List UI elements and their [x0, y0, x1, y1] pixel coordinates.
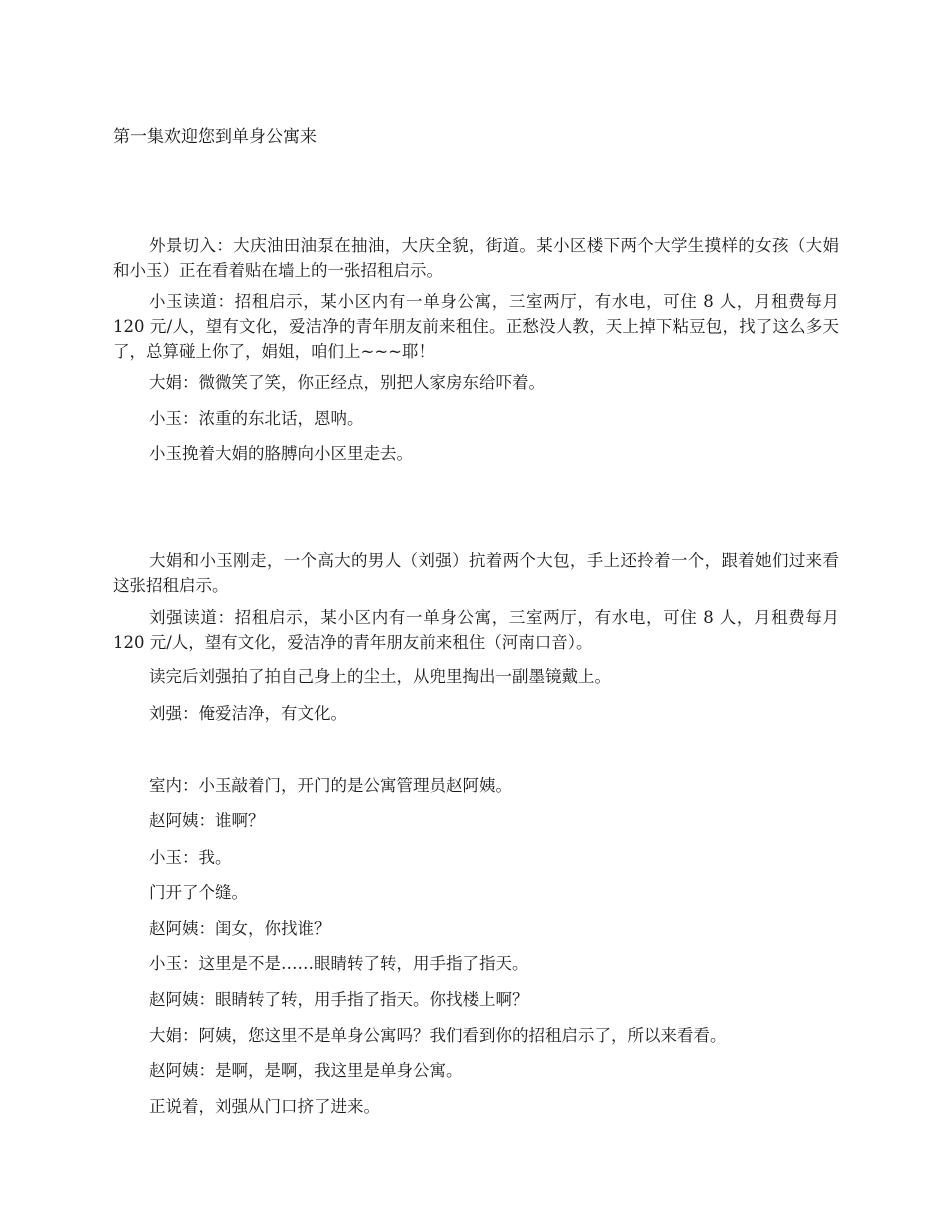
paragraph-liuqiang-arrives: 大娟和小玉刚走，一个高大的男人（刘强）抗着两个大包，手上还拎着一个，跟着她们过来看这张招租启示。	[113, 551, 839, 595]
paragraph-liuqiang-enters: 正说着，刘强从门口挤了进来。	[149, 1097, 380, 1116]
paragraph-zhao-confirms: 赵阿姨：是啊，是啊，我这里是单身公寓。	[149, 1061, 463, 1080]
paragraph-liuqiang-line: 刘强：俺爱洁净，有文化。	[149, 704, 347, 723]
paragraph-scene-outdoor: 外景切入：大庆油田油泵在抽油，大庆全貌，街道。某小区楼下两个大学生摸样的女孩（大娟和小玉）正在看着贴在墙上的一张招租启示。	[113, 236, 839, 280]
paragraph-xiaoyu-points: 小玉：这里是不是……眼睛转了转，用手指了指天。	[149, 954, 529, 973]
paragraph-xiaoyu-reply: 小玉：浓重的东北话，恩呐。	[149, 409, 364, 428]
paragraph-zhao-who: 赵阿姨：谁啊？	[149, 811, 265, 830]
paragraph-dajuan-asks: 大娟：阿姨，您这里不是单身公寓吗？我们看到你的招租启示了，所以来看看。	[149, 1026, 727, 1045]
paragraph-liuqiang-reads: 刘强读道：招租启示，某小区内有一单身公寓，三室两厅，有水电，可住 8 人，月租费每月 120 元/人，望有文化，爱洁净的青年朋友前来租住（河南口音）。	[113, 608, 839, 652]
paragraph-scene-indoor: 室内：小玉敲着门，开门的是公寓管理员赵阿姨。	[149, 776, 512, 795]
paragraph-xiaoyu-reads: 小玉读道：招租启示，某小区内有一单身公寓，三室两厅，有水电，可住 8 人，月租费每月 120 元/人，望有文化，爱洁净的青年朋友前来租住。正愁没人教，天上掉下粘豆包，找了这么多天了，总算碰上你了，娟姐，咱们上~~~耶！	[113, 292, 839, 361]
paragraph-dajuan-reply: 大娟：微微笑了笑，你正经点，别把人家房东给吓着。	[149, 373, 545, 392]
paragraph-xiaoyu-me: 小玉：我。	[149, 848, 232, 867]
paragraph-zhao-upstairs: 赵阿姨：眼睛转了转，用手指了指天。你找楼上啊？	[149, 990, 529, 1009]
paragraph-door-opens: 门开了个缝。	[149, 883, 248, 902]
paragraph-walk-away: 小玉挽着大娟的胳膊向小区里走去。	[149, 444, 413, 463]
paragraph-sunglasses: 读完后刘强拍了拍自己身上的尘土，从兜里掏出一副墨镜戴上。	[149, 667, 611, 686]
episode-title: 第一集欢迎您到单身公寓来	[113, 127, 317, 147]
paragraph-zhao-asks: 赵阿姨：闺女，你找谁？	[149, 919, 331, 938]
